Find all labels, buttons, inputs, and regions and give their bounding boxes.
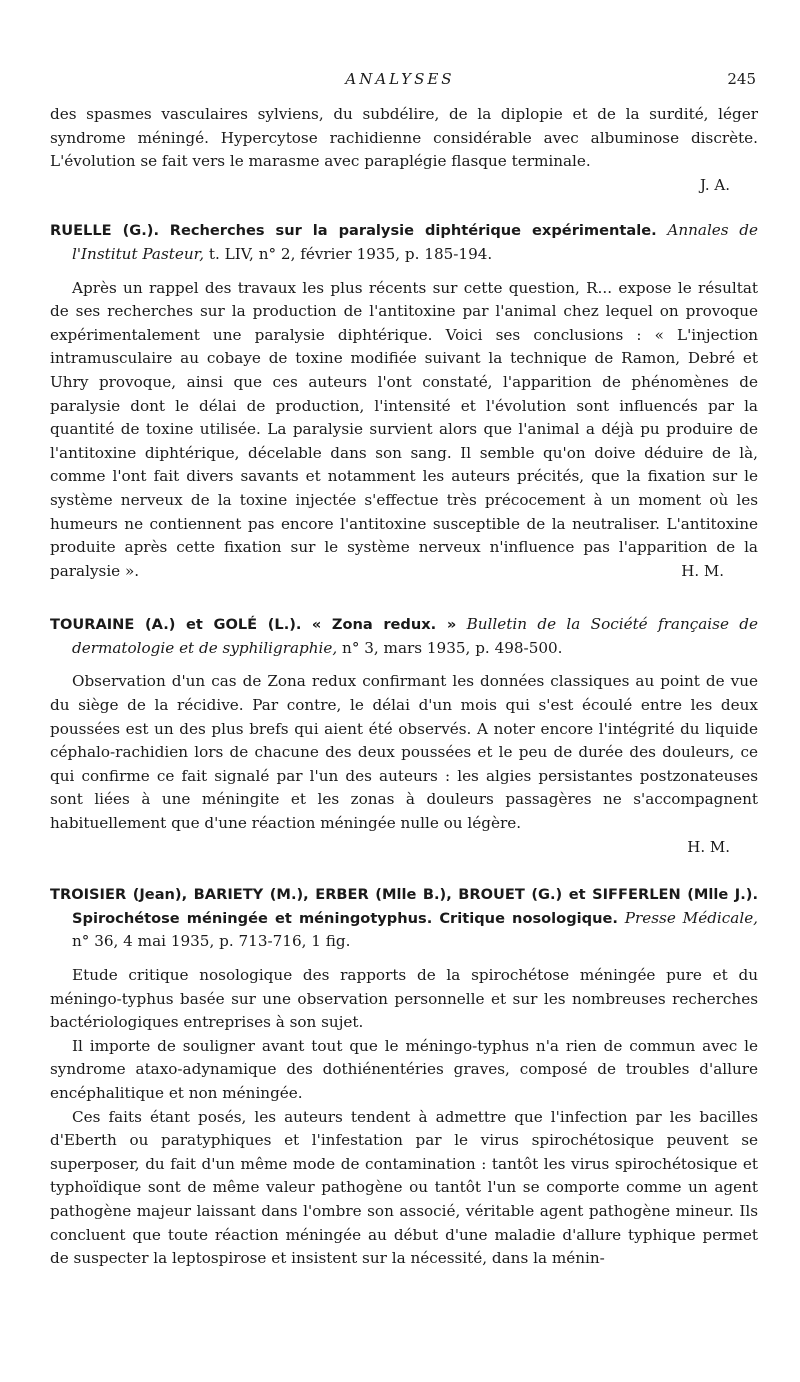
article-title: « Zona redux. » <box>311 616 457 634</box>
reference <box>50 613 758 660</box>
page-content <box>50 103 758 1271</box>
reference <box>50 219 758 266</box>
page-number: 245 <box>727 70 756 88</box>
publication-details: t. LIV, n° 2, février 1935, p. 185-194. <box>208 244 493 263</box>
article-title: Spirochétose méningée et méningotyphus. Critique nosologique. <box>72 909 618 927</box>
journal: Bulletin de la Société française de dermatologie et de syphiligraphie, <box>72 615 758 657</box>
abstract-paragraph: Après un rappel des travaux les plus récents sur cette question, R... expose le résultat de ses recherches sur la production de l'antitoxine par l'animal chez lequel on provoque expérimentalement une paralysie diphtérique. Voici ses conclusions : « L'injection intramusculaire au cobaye de toxine modifiée suivant la technique de Ramon, Debré et Uhry provoque, ainsi que ces auteurs l'ont constaté, l'apparition de phénomènes de paralysie dont le délai de production, l'intensité et l'évolution sont influencés par la quantité de toxine utilisée. La paralysie survient alors que l'animal a déjà pu produire de l'antitoxine diphtérique, décelable dans son sang. Il semble qu'on doive déduire de là, comme l'ont fait divers savants et notamment les auteurs précités, que la fixation sur le système nerveux de la toxine injectée s'effectue très précocement à un moment où les humeurs ne contiennent pas encore l'antitoxine susceptible de la neutraliser. L'antitoxine produite après cette fixation sur le système nerveux n'influence pas l'apparition de la paralysie ». H. M. <box>50 277 758 584</box>
abstract-entry-troisier <box>50 883 758 1271</box>
authors: RUELLE (G.). <box>50 222 159 240</box>
abstract-paragraph: Etude critique nosologique des rapports de la spirochétose méningée pure et du méningo-typhus basée sur une observation personnelle et sur les nombreuses recherches bactériologiques entreprises à son sujet. <box>50 966 758 1032</box>
running-title: ANALYSES <box>345 70 455 88</box>
authors: TROISIER (Jean), BARIETY (M.), ERBER (Mlle B.), BROUET (G.) et SIFFERLEN (Mlle J.). <box>50 886 758 904</box>
abstract-paragraph: Ces faits étant posés, les auteurs tendent à admettre que l'infection par les bacilles d'Eberth ou paratyphiques et l'infestation par le virus spirochétosique peuvent se superposer, du fait d'un même mode de contamination : tantôt les virus spirochétosique et typhoïdique sont de même valeur pathogène ou tantôt l'un se comporte comme un agent pathogène majeur laissant dans l'ombre son associé, véritable agent pathogène mineur. Ils concluent que toute réaction méningée au début d'une maladie d'allure typhique permet de suspecter la leptospirose et insistent sur la nécessité, dans la ménin- <box>50 1107 758 1268</box>
publication-details: n° 36, 4 mai 1935, p. 713-716, 1 fig. <box>72 932 351 951</box>
abstract-paragraph: Observation d'un cas de Zona redux confirmant les données classiques au point de vue du siège de la récidive. Par contre, le délai d'un mois qui s'est écoulé entre les deux poussées est un des plus brefs qui aient été observés. A noter encore l'intégrité du liquide céphalo-rachidien lors de chacune des deux poussées et le peu de durée des douleurs, ce qui confirme ce fait signalé par l'un des auteurs : les algies persistantes postzonateuses sont liées à une méningite et les zonas à douleurs passagères ne s'accompagnent habituellement que d'une réaction méningée nulle ou légère. <box>50 672 758 833</box>
abstract-entry-ruelle <box>50 219 758 583</box>
authors: TOURAINE (A.) et GOLÉ (L.). <box>50 616 302 634</box>
continued-paragraph: des spasmes vasculaires sylviens, du subdélire, de la diplopie et de la surdité, léger syndrome méningé. Hypercytose rachidienne considérable avec albuminose discrète. L'évolution se fait vers le marasme avec paraplégie flasque terminale. <box>50 105 758 171</box>
signature: H. M. <box>681 561 724 580</box>
publication-details: n° 3, mars 1935, p. 498-500. <box>342 638 563 657</box>
signature: J. A. <box>700 175 730 194</box>
reference <box>50 883 758 954</box>
journal: Presse Médicale, <box>624 908 759 927</box>
abstract-entry-touraine <box>50 613 758 859</box>
journal: Annales de l'Institut Pasteur, <box>72 221 758 263</box>
abstract-paragraph: Il importe de souligner avant tout que le méningo-typhus n'a rien de commun avec le syndrome ataxo-adynamique des dothiénentéries graves, composé de troubles d'allure encéphalitique et non méningée. <box>50 1036 758 1102</box>
signature: H. M. <box>687 837 730 856</box>
article-title: Recherches sur la paralysie diphtérique expérimentale. <box>169 222 657 240</box>
page-header <box>0 70 800 94</box>
